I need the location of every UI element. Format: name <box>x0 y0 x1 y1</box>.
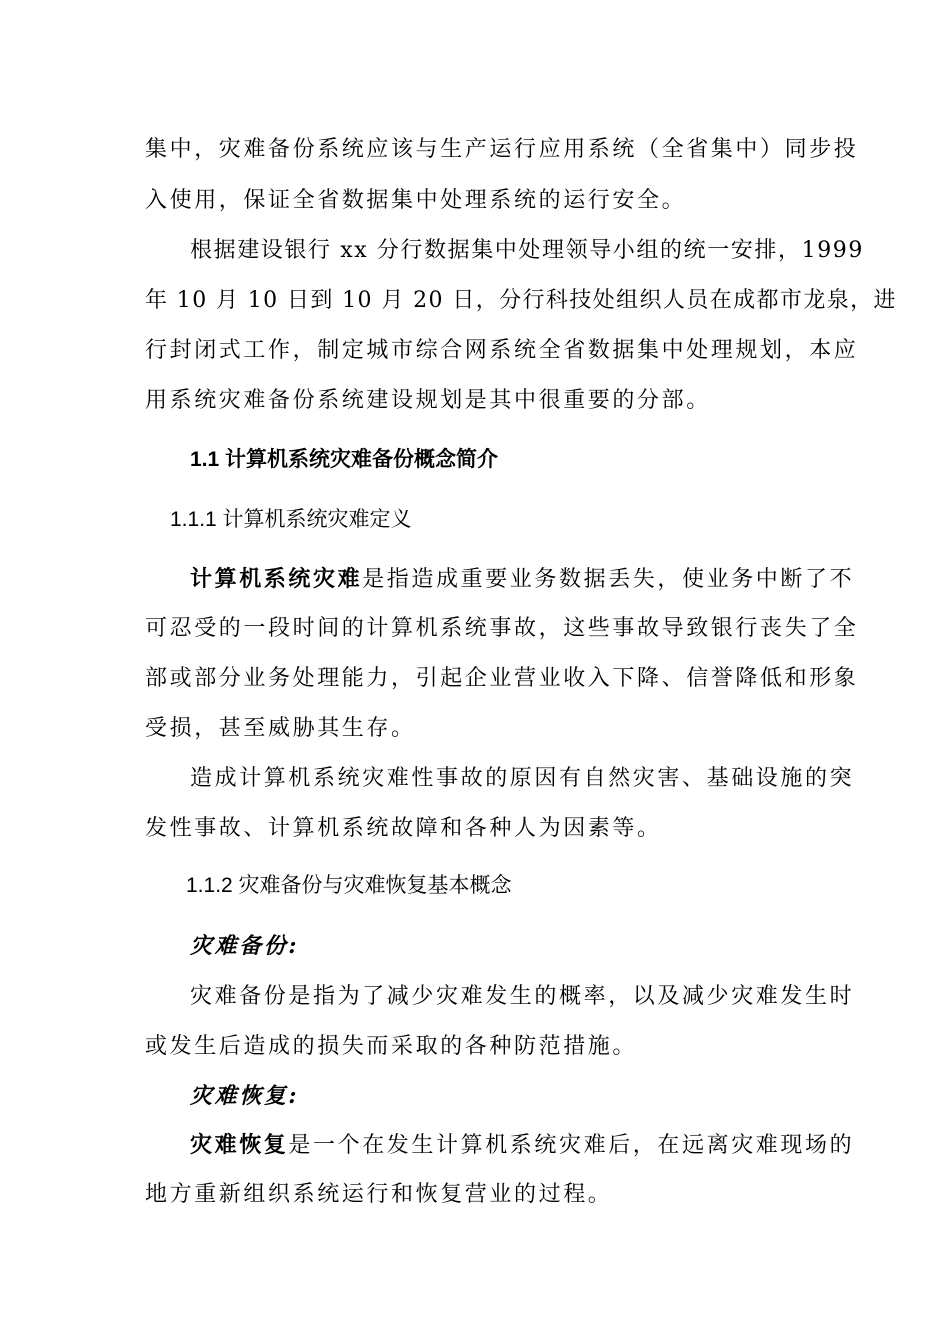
paragraph-2-line-2: 年 10 月 10 日到 10 月 20 日，分行科技处组织人员在成都市龙泉，进 <box>145 288 897 313</box>
paragraph-3-line-2: 可忍受的一段时间的计算机系统事故，这些事故导致银行丧失了全 <box>145 616 859 641</box>
paragraph-4-line-1: 造成计算机系统灾难性事故的原因有自然灾害、基础设施的突 <box>190 766 855 791</box>
paragraph-2-line-1: 根据建设银行 xx 分行数据集中处理领导小组的统一安排，1999 <box>190 238 864 263</box>
paragraph-5-line-2: 或发生后造成的损失而采取的各种防范措施。 <box>145 1034 638 1059</box>
label-disaster-recovery: 灾难恢复: <box>190 1083 300 1109</box>
paragraph-3-line-1-rest: 是指造成重要业务数据丢失，使业务中断了不 <box>362 567 855 592</box>
term-computer-disaster: 计算机系统灾难 <box>190 566 363 592</box>
paragraph-3-line-3: 部或部分业务处理能力，引起企业营业收入下降、信誉降低和形象 <box>145 666 859 691</box>
paragraph-6-line-1 <box>190 1131 854 1160</box>
paragraph-1-line-2: 入使用，保证全省数据集中处理系统的运行安全。 <box>145 188 687 213</box>
section-heading-1-1: 1.1 计算机系统灾难备份概念简介 <box>190 448 499 471</box>
paragraph-5-line-1: 灾难备份是指为了减少灾难发生的概率，以及减少灾难发生时 <box>190 984 855 1009</box>
paragraph-6-line-1-rest: 是一个在发生计算机系统灾难后，在远离灾难现场的 <box>288 1133 855 1158</box>
section-heading-1-1-1: 1.1.1 计算机系统灾难定义 <box>170 508 412 531</box>
paragraph-4-line-2: 发性事故、计算机系统故障和各种人为因素等。 <box>145 816 662 841</box>
paragraph-1-line-1: 集中，灾难备份系统应该与生产运行应用系统（全省集中）同步投 <box>145 137 859 162</box>
label-disaster-backup: 灾难备份: <box>190 933 300 959</box>
paragraph-2-line-3: 行封闭式工作，制定城市综合网系统全省数据集中处理规划，本应 <box>145 338 859 363</box>
section-heading-1-1-2: 1.1.2 灾难备份与灾难恢复基本概念 <box>186 874 512 897</box>
paragraph-6-line-2: 地方重新组织系统运行和恢复营业的过程。 <box>145 1182 613 1207</box>
paragraph-3-line-4: 受损，甚至威胁其生存。 <box>145 716 416 741</box>
paragraph-3-line-1 <box>190 565 854 594</box>
paragraph-2-line-4: 用系统灾难备份系统建设规划是其中很重要的分部。 <box>145 388 711 413</box>
term-disaster-recovery: 灾难恢复 <box>190 1132 289 1158</box>
